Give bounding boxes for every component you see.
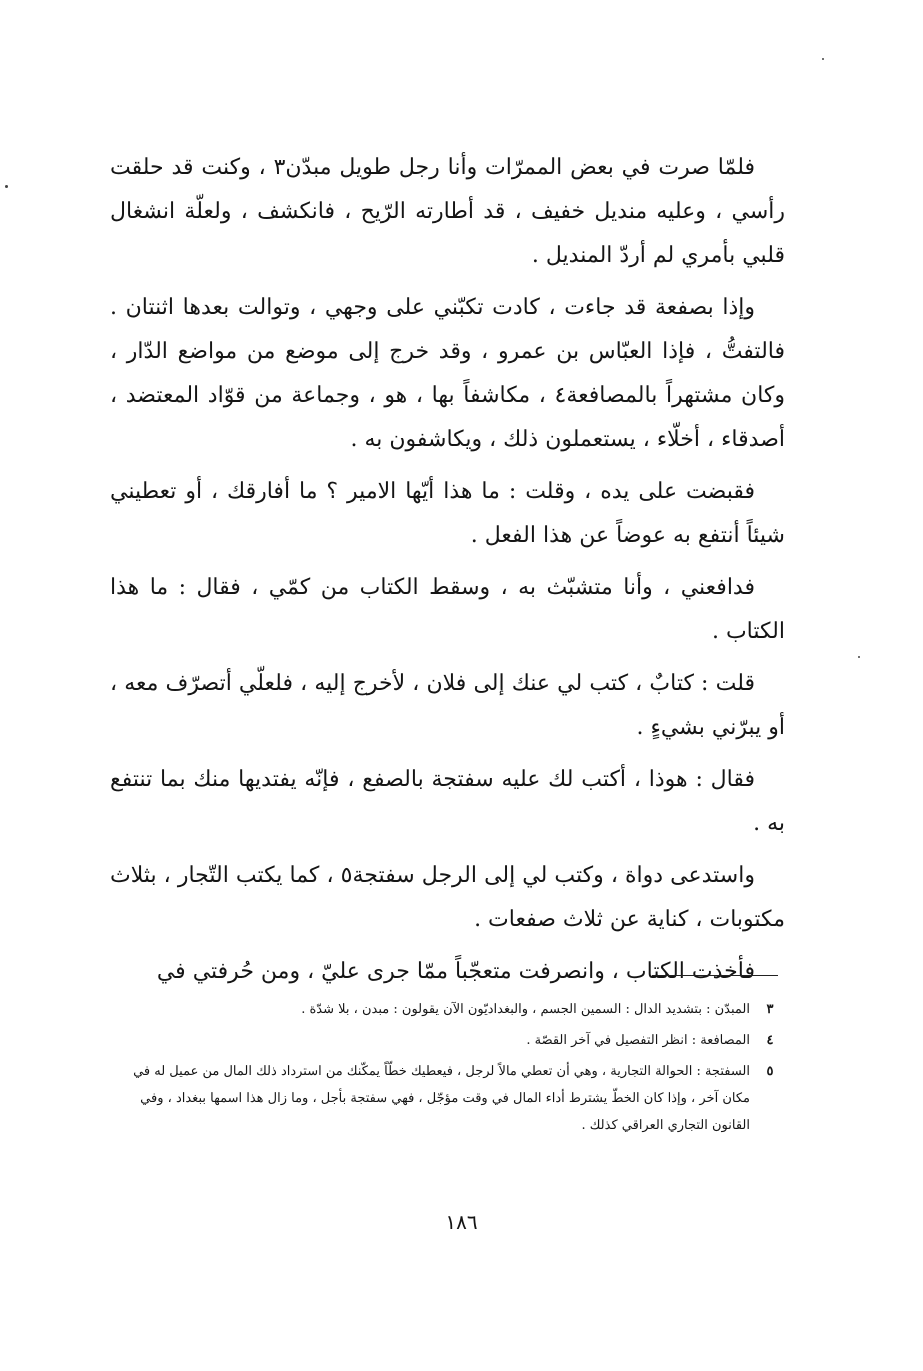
footnote-item: [110, 1058, 790, 1139]
paragraph-5: قلت : كتابٌ ، كتب لي عنك إلى فلان ، لأخرج إليه ، فلعلّي أتصرّف معه ، أو يبرّني بشيءٍ .: [110, 671, 785, 740]
paragraph-7: واستدعى دواة ، وكتب لي إلى الرجل سفتجة٥ ، كما يكتب التّجار ، بثلاث مكتوبات ، كناية عن ثلاث صفعات .: [110, 863, 785, 932]
paragraph-3: فقبضت على يده ، وقلت : ما هذا أيّها الامير ؟ ما أفارقك ، أو تعطيني شيئاً أنتفع به عوضاً عن هذا الفعل .: [110, 479, 785, 548]
footnote-divider: [652, 975, 778, 976]
footnote-item: [110, 1027, 790, 1054]
main-text: [110, 146, 785, 1002]
footnote-text: المبدّن : بتشديد الدال : السمين الجسم ، والبغداديّون الآن يقولون : مبدن ، بلا شدّة .: [301, 1002, 750, 1017]
footnote-text: المصافعة : انظر التفصيل في آخر القصّة .: [526, 1033, 750, 1048]
footnote-number: ٤: [766, 1033, 774, 1048]
paragraph-6: فقال : هوذا ، أكتب لك عليه سفتجة بالصفع ، فإنّه يفتديها منك بما تنتفع به .: [110, 767, 785, 836]
paragraph-2: وإذا بصفعة قد جاءت ، كادت تكبّني على وجهي ، وتوالت بعدها اثنتان . فالتفتُّ ، فإذا العبّاس بن عمرو ، وقد خرج إلى موضع من مواضع الدّار ، وكان مشتهراً بالمصافعة٤ ، مكاشفاً بها ، هو ، وجماعة من قوّاد المعتضد ، أصدقاء ، أخلّاء ، يستعملون ذلك ، ويكاشفون به .: [110, 295, 785, 452]
footnote-number: ٥: [766, 1064, 774, 1079]
page-number: ١٨٦: [445, 1210, 478, 1234]
footnotes: [110, 996, 790, 1143]
paragraph-4: فدافعني ، وأنا متشبّث به ، وسقط الكتاب من كمّي ، فقال : ما هذا الكتاب .: [110, 575, 785, 644]
footnote-number: ٣: [766, 1002, 774, 1017]
footnote-text: السفتجة : الحوالة التجارية ، وهي أن تعطي مالاً لرجل ، فيعطيك خطّاً يمكّنك من استرداد ذلك المال من عميل له في مكان آخر ، وإذا كان الخطّ يشترط أداء المال في وقت مؤجّل ، فهي سفتجة بأجل ، وما زال هذا اسمها ببغداد ، وفي القانون التجاري العراقي كذلك .: [133, 1064, 750, 1133]
scan-speck: [5, 185, 8, 188]
paragraph-8: فأخذت الكتاب ، وانصرفت متعجّباً ممّا جرى عليّ ، ومن حُرفتي في: [156, 959, 755, 984]
paragraph-1: فلمّا صرت في بعض الممرّات وأنا رجل طويل مبدّن٣ ، وكنت قد حلقت رأسي ، وعليه منديل خفيف ، قد أطارته الرّيح ، فانكشف ، ولعلّة انشغال قلبي بأمري لم أردّ المنديل .: [110, 155, 785, 268]
scan-speck: [822, 58, 824, 60]
footnote-item: [110, 996, 790, 1023]
scan-speck: [858, 656, 860, 658]
